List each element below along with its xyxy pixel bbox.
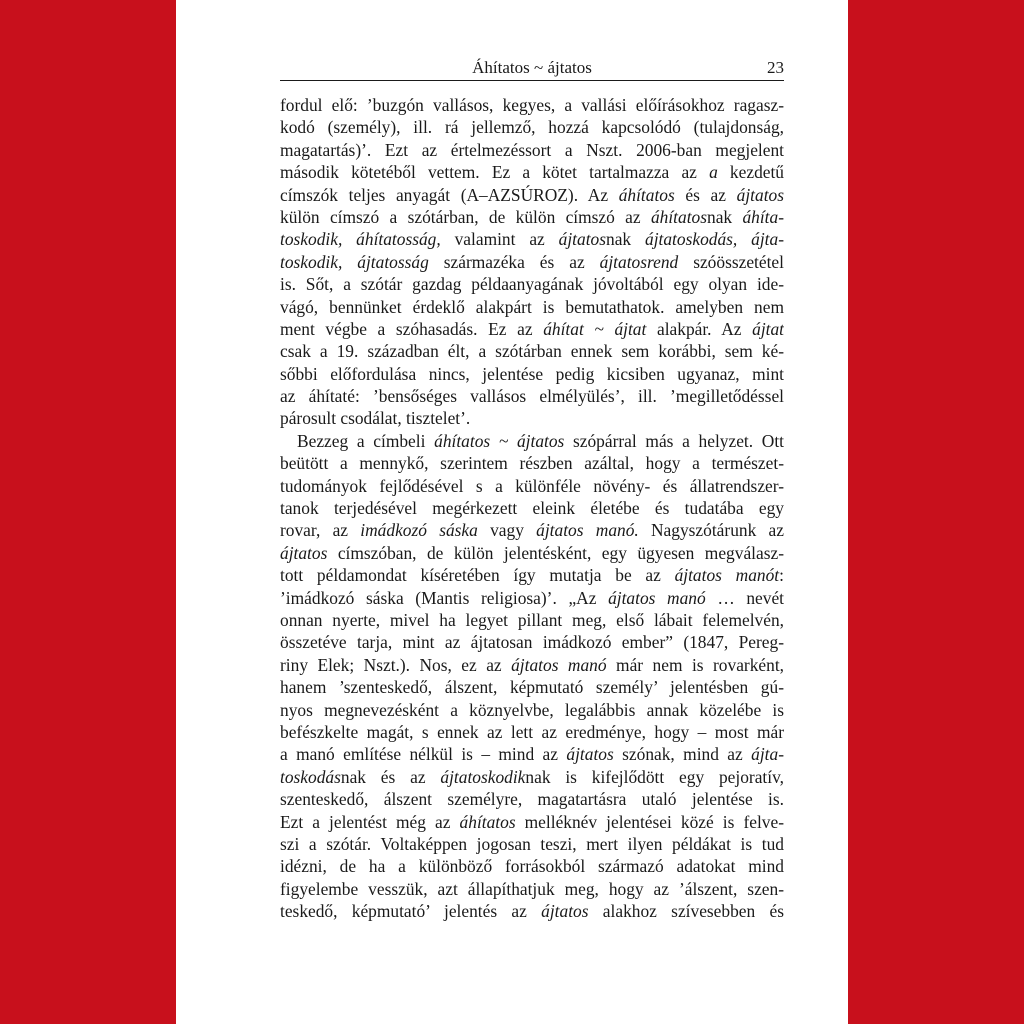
text-line: szi a szótár. Voltaképpen jogosan teszi, mert ilyen példákat is tud (280, 833, 784, 854)
text-line: tudományok fejlődésével s a különféle növény- és állatrendszer- (280, 475, 784, 496)
text-line: tott példamondat kíséretében így mutatja be az ájtatos manót: (280, 565, 784, 586)
text-line: csak a 19. században élt, a szótárban ennek sem korábbi, sem ké- (280, 341, 784, 362)
text-line: Ezt a jelentést még az áhítatos melléknév jelentései közé is felve- (280, 811, 784, 832)
text-line: párosult csodálat, tisztelet’. (280, 408, 471, 429)
text-line: sőbbi előfordulása nincs, jelentése pedig kicsiben ugyanaz, mint (280, 363, 784, 384)
text-line: tanok terjedésével megérkezett eleink életébe és tudatába egy (280, 498, 784, 519)
text-line: címszók teljes anyagát (A–AZSÚROZ). Az áhítatos és az ájtatos (280, 184, 784, 205)
page-number: 23 (767, 58, 784, 77)
text-line: ’imádkozó sáska (Mantis religiosa)’. „Az ájtatos manó … nevét (280, 587, 784, 608)
text-line: Bezzeg a címbeli áhítatos ~ ájtatos szópárral más a helyzet. Ott (297, 430, 784, 451)
text-line: az áhítaté: ’bensőséges vallásos elmélyülés’, ill. ’megilletődéssel (280, 386, 784, 407)
text-line: ment végbe a szóhasadás. Ez az áhítat ~ ájtat alakpár. Az ájtat (280, 318, 784, 339)
text-line: második kötetéből vettem. Ez a kötet tartalmazza az a kezdetű (280, 162, 784, 183)
text-line: a manó említése nélkül is – mind az ájtatos szónak, mind az ájta- (280, 744, 784, 765)
text-line: is. Sőt, a szótár gazdag példaanyagának jóvoltából egy olyan ide- (280, 274, 784, 295)
text-line: ájtatos címszóban, de külön jelentésként, egy ügyesen megválasz- (280, 542, 784, 563)
text-line: kodó (személy), ill. rá jellemző, hozzá kapcsolódó (tulajdonság, (280, 117, 784, 138)
text-line: hanem ’szenteskedő, álszent, képmutató személy’ jelentésben gú- (280, 677, 784, 698)
text-line: külön címszó a szótárban, de külön címszó az áhítatosnak áhíta- (280, 206, 784, 227)
text-line: riny Elek; Nszt.). Nos, ez az ájtatos manó már nem is rovarként, (280, 654, 784, 675)
text-line: befészkelte magát, s ennek az lett az eredménye, hogy – most már (280, 721, 784, 742)
book-page (176, 0, 848, 1024)
text-line: toskodik, áhítatosság, valamint az ájtatosnak ájtatoskodás, ájta- (280, 229, 784, 250)
text-line: idézni, de ha a különböző forrásokból származó adatokat mind (280, 856, 784, 877)
text-line: összetéve tarja, mint az ájtatosan imádkozó ember” (1847, Pereg- (280, 632, 784, 653)
text-line: nyos megnevezésként a köznyelvbe, legalábbis annak közelébe is (280, 699, 784, 720)
running-header (280, 56, 784, 81)
text-line: figyelembe vesszük, azt állapíthatjuk meg, hogy az ’álszent, szen- (280, 878, 784, 899)
text-line: magatartás)’. Ezt az értelmezéssort a Nszt. 2006-ban megjelent (280, 139, 784, 160)
text-line: rovar, az imádkozó sáska vagy ájtatos manó. Nagyszótárunk az (280, 520, 784, 541)
text-line: toskodásnak és az ájtatoskodiknak is kifejlődött egy pejoratív, (280, 766, 784, 787)
text-line: vágó, bennünket érdeklő alakpárt is bemutathatok. amelyben nem (280, 296, 784, 317)
body-text (280, 94, 784, 922)
text-line: fordul elő: ’buzgón vallásos, kegyes, a vallási előírásokhoz ragasz- (280, 95, 784, 115)
text-line: szenteskedő, álszent személyre, magatartásra utaló jelentése is. (280, 789, 784, 810)
text-line: beütött a mennykő, szerintem részben azáltal, hogy a természet- (280, 453, 784, 474)
text-line: toskodik, ájtatosság származéka és az ájtatosrend szóösszetétel (280, 251, 784, 272)
text-line: onnan nyerte, mivel ha legyet pillant meg, első lábait felemelvén, (280, 609, 784, 630)
running-title: Áhítatos ~ ájtatos (472, 58, 592, 77)
text-line: teskedő, képmutató’ jelentés az ájtatos alakhoz szívesebben és (280, 901, 784, 922)
